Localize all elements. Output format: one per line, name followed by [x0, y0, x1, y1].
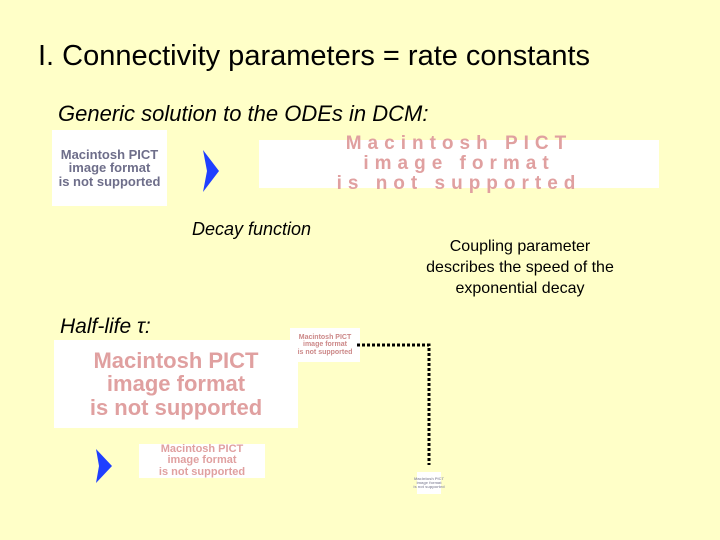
arrow-right-icon [94, 446, 114, 486]
pict-text-1: Macintosh PICT [345, 133, 573, 155]
pict-text-2: image format [303, 341, 347, 349]
equation-image-halflife [54, 340, 298, 428]
pict-text-1: Macintosh PICT [93, 348, 259, 374]
pict-text-1: Macintosh PICT [60, 146, 159, 162]
pict-text-2: image format [68, 160, 151, 176]
coupling-parameter-note: Coupling parameter describes the speed of the exponential decay [426, 238, 614, 297]
slide-title: I. Connectivity parameters = rate constants [38, 40, 591, 72]
pict-text-1: Macintosh PICT [160, 442, 244, 455]
equation-image-tau [139, 444, 265, 478]
pict-text-1: Macintosh PICT [298, 333, 352, 341]
pict-text-2: image format [416, 479, 442, 485]
pict-text-3: is not supported [58, 173, 161, 189]
pict-text-3: is not supported [336, 172, 582, 194]
pict-text-2: image format [363, 153, 555, 175]
connector-line [355, 340, 440, 470]
pict-text-3: is not supported [297, 348, 353, 356]
pict-text-3: is not supported [413, 484, 445, 490]
pict-text-3: is not supported [158, 465, 246, 478]
equation-image-decay [290, 328, 360, 362]
pict-text-2: image format [106, 371, 246, 397]
equation-image-ode [52, 130, 167, 206]
equation-image-solution [259, 133, 659, 194]
decay-function-label: Decay function [192, 219, 312, 239]
pict-text-3: is not supported [89, 394, 263, 420]
pict-text-1: Macintosh PICT [414, 475, 445, 481]
half-life-label: Half-life τ: [60, 315, 151, 338]
pict-text-2: image format [167, 454, 237, 467]
equation-image-small [413, 472, 445, 494]
arrow-right-icon [201, 146, 221, 196]
slide-subtitle: Generic solution to the ODEs in DCM: [58, 101, 429, 126]
